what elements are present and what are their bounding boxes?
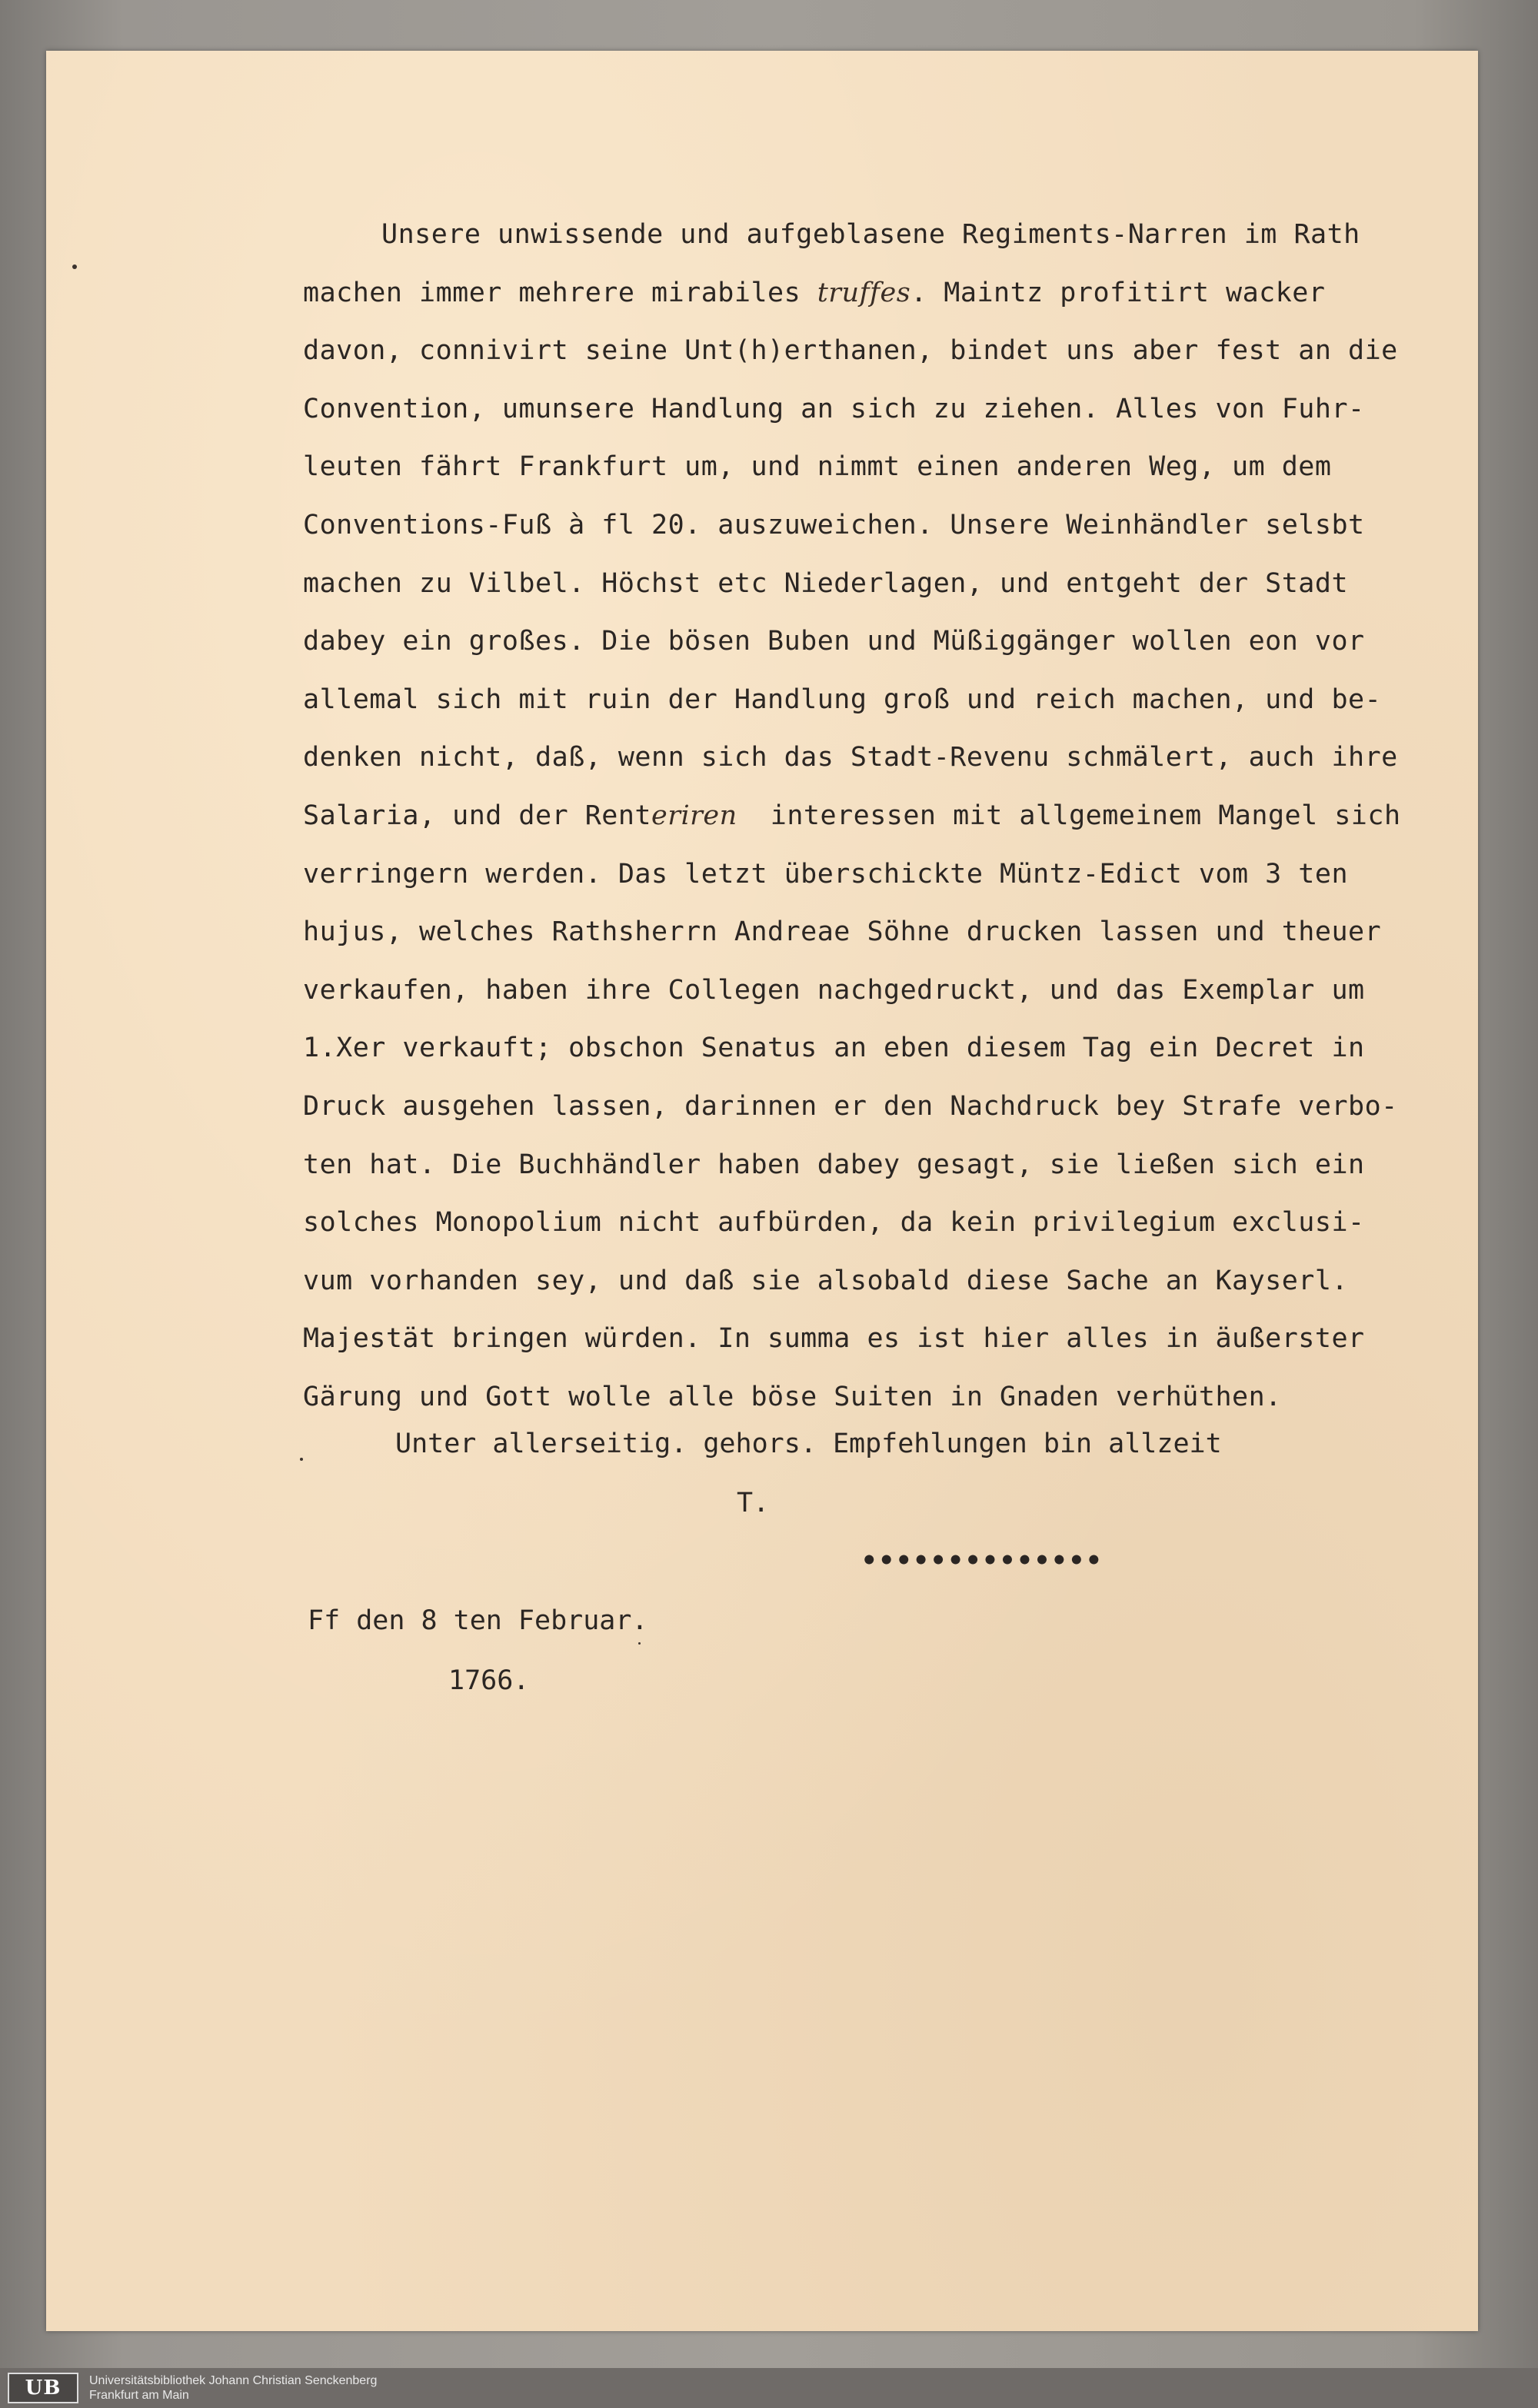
handwritten-insertion: truffes bbox=[817, 277, 911, 308]
letter-line: leuten fährt Frankfurt um, und nimmt einen anderen Weg, um dem bbox=[303, 451, 1332, 483]
paper-speck bbox=[300, 1458, 303, 1461]
library-footer bbox=[0, 2368, 1538, 2408]
letter-body bbox=[303, 206, 1456, 1426]
letter-line: 1.Xer verkauft; obschon Senatus an eben diesem Tag ein Decret in bbox=[303, 1033, 1365, 1064]
letter-line: Gärung und Gott wolle alle böse Suiten in Gnaden verhüthen. bbox=[303, 1381, 1282, 1412]
letter-line: machen zu Vilbel. Höchst etc Niederlagen, und entgeht der Stadt bbox=[303, 567, 1349, 599]
letter-line: davon, connivirt seine Unt(h)erthanen, bindet uns aber fest an die bbox=[303, 335, 1398, 367]
handwritten-insertion: eriren bbox=[651, 800, 737, 831]
signature-initial: T. bbox=[737, 1488, 770, 1518]
paper-speck bbox=[638, 1642, 641, 1645]
letter-line: solches Monopolium nicht aufbürden, da kein privilegium exclusi- bbox=[303, 1207, 1365, 1239]
letter-line: dabey ein großes. Die bösen Buben und Müßiggänger wollen eon vor bbox=[303, 626, 1365, 657]
letter-line-text: interessen mit allgemeinem Mangel sich bbox=[737, 800, 1401, 831]
letter-line-text: machen immer mehrere mirabil bbox=[303, 277, 768, 308]
letter-line-text: Salaria, und der Rent bbox=[303, 800, 652, 831]
library-city: Frankfurt am Main bbox=[89, 2389, 189, 2402]
letter-line: verringern werden. Das letzt überschickte Müntz-Edict vom 3 ten bbox=[303, 858, 1349, 890]
letter-line bbox=[303, 264, 1456, 323]
letter-line: Druck ausgehen lassen, darinnen er den Nachdruck bey Strafe verbo- bbox=[303, 1090, 1398, 1122]
letter-line: verkaufen, haben ihre Collegen nachgedruckt, und das Exemplar um bbox=[303, 974, 1365, 1006]
closing-salutation: Unter allerseitig. gehors. Empfehlungen bin allzeit bbox=[395, 1429, 1222, 1459]
letter-line: ten hat. Die Buchhändler haben dabey gesagt, sie ließen sich ein bbox=[303, 1149, 1365, 1180]
letter-date: Ff den 8 ten Februar. bbox=[308, 1605, 648, 1636]
ub-logo-icon bbox=[8, 2373, 78, 2403]
letter-line-text: . Maintz profitirt wacker bbox=[910, 277, 1326, 308]
letter-line: Unsere unwissende und aufgeblasene Regiments-Narren im Rath bbox=[381, 219, 1360, 250]
paper-speck bbox=[72, 264, 77, 269]
letter-line: Convention, umunsere Handlung an sich zu ziehen. Alles von Fuhr- bbox=[303, 393, 1365, 424]
letter-line: Majestät bringen würden. In summa es ist hier alles in äußerster bbox=[303, 1323, 1365, 1355]
library-name: Universitätsbibliothek Johann Christian Senckenberg bbox=[89, 2374, 378, 2387]
letter-line: denken nicht, daß, wenn sich das Stadt-Revenu schmälert, auch ihre bbox=[303, 742, 1398, 773]
letter-line: Conventions-Fuß à fl 20. auszuweichen. Unsere Weinhändler selsbt bbox=[303, 509, 1365, 540]
letter-year: 1766. bbox=[448, 1665, 530, 1696]
letter-line: vum vorhanden sey, und daß sie alsobald diese Sache an Kayserl. bbox=[303, 1265, 1349, 1296]
ub-logo-text: UB bbox=[25, 2376, 62, 2400]
library-credit bbox=[89, 2373, 377, 2403]
letter-line bbox=[303, 787, 1456, 846]
letter-line: hujus, welches Rathsherrn Andreae Söhne drucken lassen und theuer bbox=[303, 916, 1382, 948]
letter-line: allemal sich mit ruin der Handlung groß und reich machen, und be- bbox=[303, 683, 1382, 715]
letter-line-text: es bbox=[767, 277, 817, 308]
dotted-signature-line: •••••••••••••• bbox=[861, 1545, 1104, 1576]
